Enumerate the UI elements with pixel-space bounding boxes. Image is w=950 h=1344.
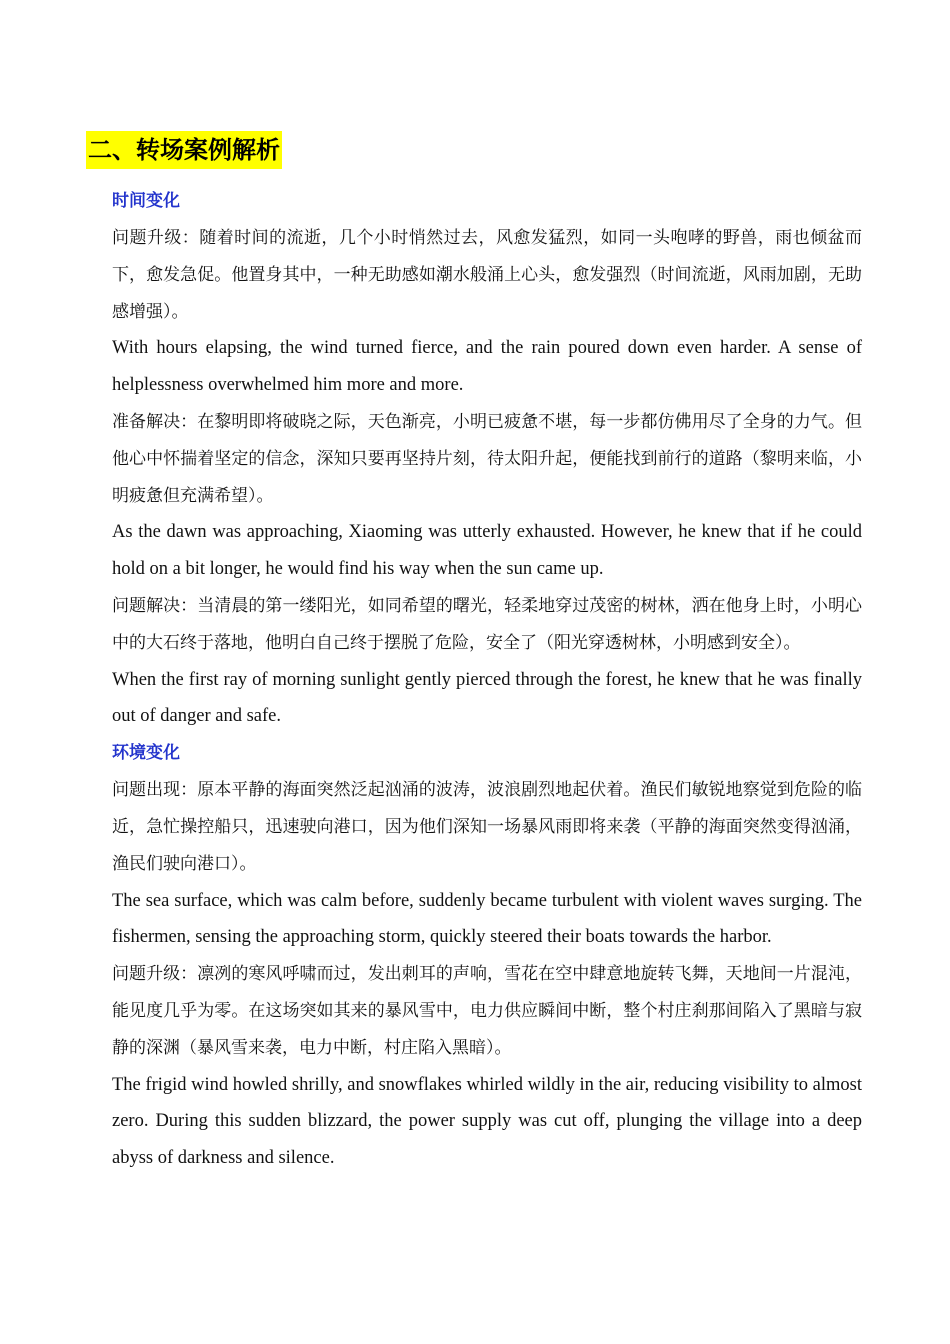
subheading: 时间变化	[112, 191, 180, 211]
chinese-paragraph: 问题升级：凛冽的寒风呼啸而过，发出刺耳的声响，雪花在空中肆意地旋转飞舞，天地间一片混沌，能见度几乎为零。在这场突如其来的暴风雪中，电力供应瞬间中断，整个村庄刹那间陷入了黑暗与寂静的深渊（暴风雪来袭，电力中断，村庄陷入黑暗）。	[112, 964, 862, 1058]
chinese-paragraph: 问题解决：当清晨的第一缕阳光，如同希望的曙光，轻柔地穿过茂密的树林，洒在他身上时，小明心中的大石终于落地，他明白自己终于摆脱了危险，安全了（阳光穿透树林，小明感到安全）。	[112, 595, 862, 653]
section-title: 二、转场案例解析	[86, 131, 282, 169]
english-paragraph: The sea surface, which was calm before, suddenly became turbulent with violent waves surging. The fishermen, sensing the approaching storm, quickly steered their boats towards the harbor.	[112, 890, 862, 948]
english-paragraph: As the dawn was approaching, Xiaoming was utterly exhausted. However, he knew that if he could hold on a bit longer, he would find his way when the sun came up.	[112, 522, 862, 580]
english-paragraph: When the first ray of morning sunlight gently pierced through the forest, he knew that he was finally out of danger and safe.	[112, 669, 862, 727]
chinese-paragraph: 准备解决：在黎明即将破晓之际，天色渐亮，小明已疲惫不堪，每一步都仿佛用尽了全身的力气。但他心中怀揣着坚定的信念，深知只要再坚持片刻，待太阳升起，便能找到前行的道路（黎明来临，小明疲惫但充满希望）。	[112, 411, 862, 506]
group-environment-change	[112, 735, 862, 1177]
chinese-paragraph: 问题出现：原本平静的海面突然泛起汹涌的波涛，波浪剧烈地起伏着。渔民们敏锐地察觉到危险的临近，急忙操控船只，迅速驶向港口，因为他们深知一场暴风雨即将来袭（平静的海面突然变得汹涌，渔民们驶向港口）。	[112, 780, 862, 874]
group-time-change	[112, 183, 862, 735]
subheading: 环境变化	[112, 743, 180, 764]
english-paragraph: With hours elapsing, the wind turned fierce, and the rain poured down even harder. A sense of helplessness overwhelmed him more and more.	[112, 338, 862, 396]
content-body	[112, 183, 862, 1177]
chinese-paragraph: 问题升级：随着时间的流逝，几个小时悄然过去，风愈发猛烈，如同一头咆哮的野兽，雨也倾盆而下，愈发急促。他置身其中，一种无助感如潮水般涌上心头，愈发强烈（时间流逝，风雨加剧，无助感增强）。	[112, 228, 862, 322]
english-paragraph: The frigid wind howled shrilly, and snowflakes whirled wildly in the air, reducing visibility to almost zero. During this sudden blizzard, the power supply was cut off, plunging the village into a deep abyss of darkness and silence.	[112, 1074, 862, 1169]
